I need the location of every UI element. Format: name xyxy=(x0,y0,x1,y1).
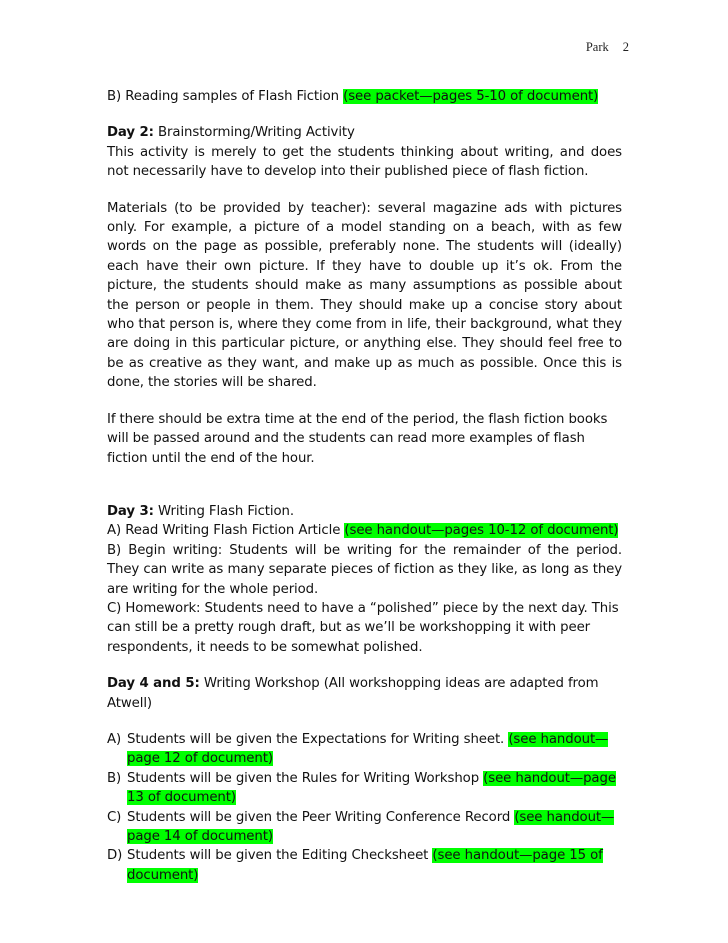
day3-item-a xyxy=(107,521,622,540)
list-item-text: Students will be given the Rules for Writing Workshop xyxy=(127,770,484,786)
list-marker: B) xyxy=(107,770,122,786)
day2-intro: This activity is merely to get the students thinking about writing, and does not necessarily have to develop into their published piece of flash fiction. xyxy=(107,144,622,180)
day2-heading-line xyxy=(107,123,622,142)
list-item xyxy=(107,730,622,769)
day45-title: Writing Workshop (All workshopping ideas are adapted from Atwell) xyxy=(107,676,599,711)
list-marker: C) xyxy=(107,809,122,825)
page-header xyxy=(586,40,629,55)
day2-title: Brainstorming/Writing Activity xyxy=(153,125,355,141)
list-marker: D) xyxy=(107,848,123,864)
section-b-highlight: (see packet—pages 5-10 of document) xyxy=(343,89,599,104)
list-item-highlight: (see handout—page 12 of document) xyxy=(127,731,609,767)
list-item xyxy=(107,808,622,847)
day2-materials: Materials (to be provided by teacher): several magazine ads with pictures only. For example, a picture of a model standing on a beach, with as few words on the page as possible, preferably none. The students will (ideally) each have their own picture. If they have to double up it’s ok. From the picture, the students should make as many assumptions as possible about the person or people in them. They should make up a concise story about who that person is, where they come from in life, their background, what they are doing in this particular picture, or anything else. They should feel free to be as creative as they want, and make up as much as possible. Once this is done, the stories will be shared. xyxy=(107,200,622,391)
day3-item-a-highlight: (see handout—pages 10-12 of document) xyxy=(344,523,619,539)
day3-heading-line xyxy=(107,502,622,521)
list-marker: A) xyxy=(107,731,122,747)
list-item-highlight: (see handout—page 15 of document) xyxy=(127,848,603,883)
list-item xyxy=(107,846,622,885)
list-item xyxy=(107,769,622,808)
day45-list xyxy=(107,730,622,885)
section-b-text: B) Reading samples of Flash Fiction xyxy=(107,89,344,104)
list-item-text: Students will be given the Expectations for Writing sheet. xyxy=(127,731,509,747)
header-author: Park xyxy=(585,40,609,54)
section-b-line xyxy=(107,87,622,106)
day45-heading: Day 4 and 5: xyxy=(107,676,200,692)
day45-heading-line xyxy=(107,674,622,713)
day3-title: Writing Flash Fiction. xyxy=(153,503,294,519)
day2-heading: Day 2: xyxy=(107,125,154,141)
list-item-highlight: (see handout—page 14 of document) xyxy=(127,809,615,844)
list-item-text: Students will be given the Peer Writing Conference Record xyxy=(127,809,515,825)
list-item-highlight: (see handout—page 13 of document) xyxy=(127,770,616,806)
list-item-text: Students will be given the Editing Checksheet xyxy=(127,848,433,864)
header-page-number: 2 xyxy=(622,40,629,54)
day3-heading: Day 3: xyxy=(107,503,154,519)
day3-item-a-text: A) Read Writing Flash Fiction Article xyxy=(107,523,345,539)
day3-item-b: B) Begin writing: Students will be writing for the remainder of the period. They can write as many separate pieces of fiction as they like, as long as they are writing for the whole period. xyxy=(107,542,622,597)
day2-extra-time: If there should be extra time at the end of the period, the flash fiction books will be passed around and the students can read more examples of flash fiction until the end of the hour. xyxy=(107,411,608,466)
day3-item-c: C) Homework: Students need to have a “polished” piece by the next day. This can still be a pretty rough draft, but as we’ll be workshopping it with peer respondents, it needs to be somewhat polished. xyxy=(107,600,619,655)
document-body xyxy=(107,87,622,885)
